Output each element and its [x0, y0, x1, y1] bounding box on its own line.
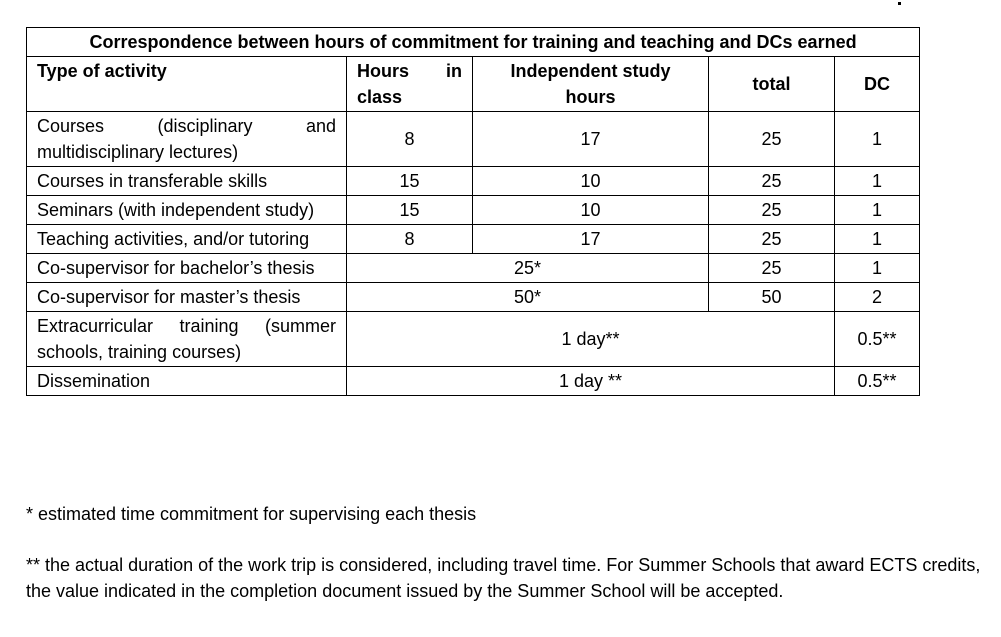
corner-mark [898, 2, 901, 5]
cell-dc: 1 [835, 254, 920, 283]
cell-total: 25 [709, 196, 835, 225]
footnote-double-star: ** the actual duration of the work trip is considered, including travel time. For Summer Schools that award ECTS credits, the value indicated in the completion document issued by the Summer School will be accepted. [26, 555, 981, 601]
table-row [27, 112, 920, 167]
cell-combined-hours: 25* [347, 254, 709, 283]
table-row [27, 367, 920, 396]
header-hours-word: Hours [357, 61, 410, 81]
header-independent-study: Independent study hours [473, 57, 709, 112]
cell-dc: 1 [835, 225, 920, 254]
cell-dc: 1 [835, 167, 920, 196]
cell-dc: 1 [835, 112, 920, 167]
cell-dc: 1 [835, 196, 920, 225]
cell-hours-in-class: 8 [347, 225, 473, 254]
footnote-single-star: * estimated time commitment for supervising each thesis [26, 504, 477, 524]
cell-total: 25 [709, 167, 835, 196]
table-row [27, 254, 920, 283]
header-class-word: class [357, 87, 403, 107]
cell-total: 25 [709, 254, 835, 283]
cell-activity: Extracurricular training (summer schools, training courses) [27, 312, 347, 367]
table-row [27, 225, 920, 254]
cell-total: 50 [709, 283, 835, 312]
cell-independent-study: 17 [473, 225, 709, 254]
header-total: total [709, 57, 835, 112]
cell-hours-in-class: 8 [347, 112, 473, 167]
cell-combined-hours: 1 day ** [347, 367, 835, 396]
table-header-row [27, 57, 920, 112]
header-dc: DC [835, 57, 920, 112]
header-in-word: in [446, 61, 462, 81]
cell-activity: Co-supervisor for bachelor’s thesis [27, 254, 347, 283]
cell-total: 25 [709, 112, 835, 167]
table-caption: Correspondence between hours of commitment for training and teaching and DCs earned [27, 28, 920, 57]
header-activity: Type of activity [27, 57, 347, 112]
table-row [27, 283, 920, 312]
header-hours-in-class [347, 57, 473, 112]
cell-dc: 0.5** [835, 312, 920, 367]
dc-correspondence-table [26, 27, 920, 396]
cell-combined-hours: 50* [347, 283, 709, 312]
table-row [27, 167, 920, 196]
cell-total: 25 [709, 225, 835, 254]
cell-hours-in-class: 15 [347, 196, 473, 225]
cell-activity: Co-supervisor for master’s thesis [27, 283, 347, 312]
cell-combined-hours: 1 day** [347, 312, 835, 367]
cell-activity: Courses (disciplinary and multidisciplinary lectures) [27, 112, 347, 167]
cell-activity: Dissemination [27, 367, 347, 396]
cell-activity: Courses in transferable skills [27, 167, 347, 196]
cell-independent-study: 10 [473, 196, 709, 225]
table-row [27, 196, 920, 225]
cell-activity: Seminars (with independent study) [27, 196, 347, 225]
cell-independent-study: 17 [473, 112, 709, 167]
cell-hours-in-class: 15 [347, 167, 473, 196]
cell-activity: Teaching activities, and/or tutoring [27, 225, 347, 254]
table-row [27, 312, 920, 367]
cell-independent-study: 10 [473, 167, 709, 196]
cell-dc: 0.5** [835, 367, 920, 396]
cell-dc: 2 [835, 283, 920, 312]
